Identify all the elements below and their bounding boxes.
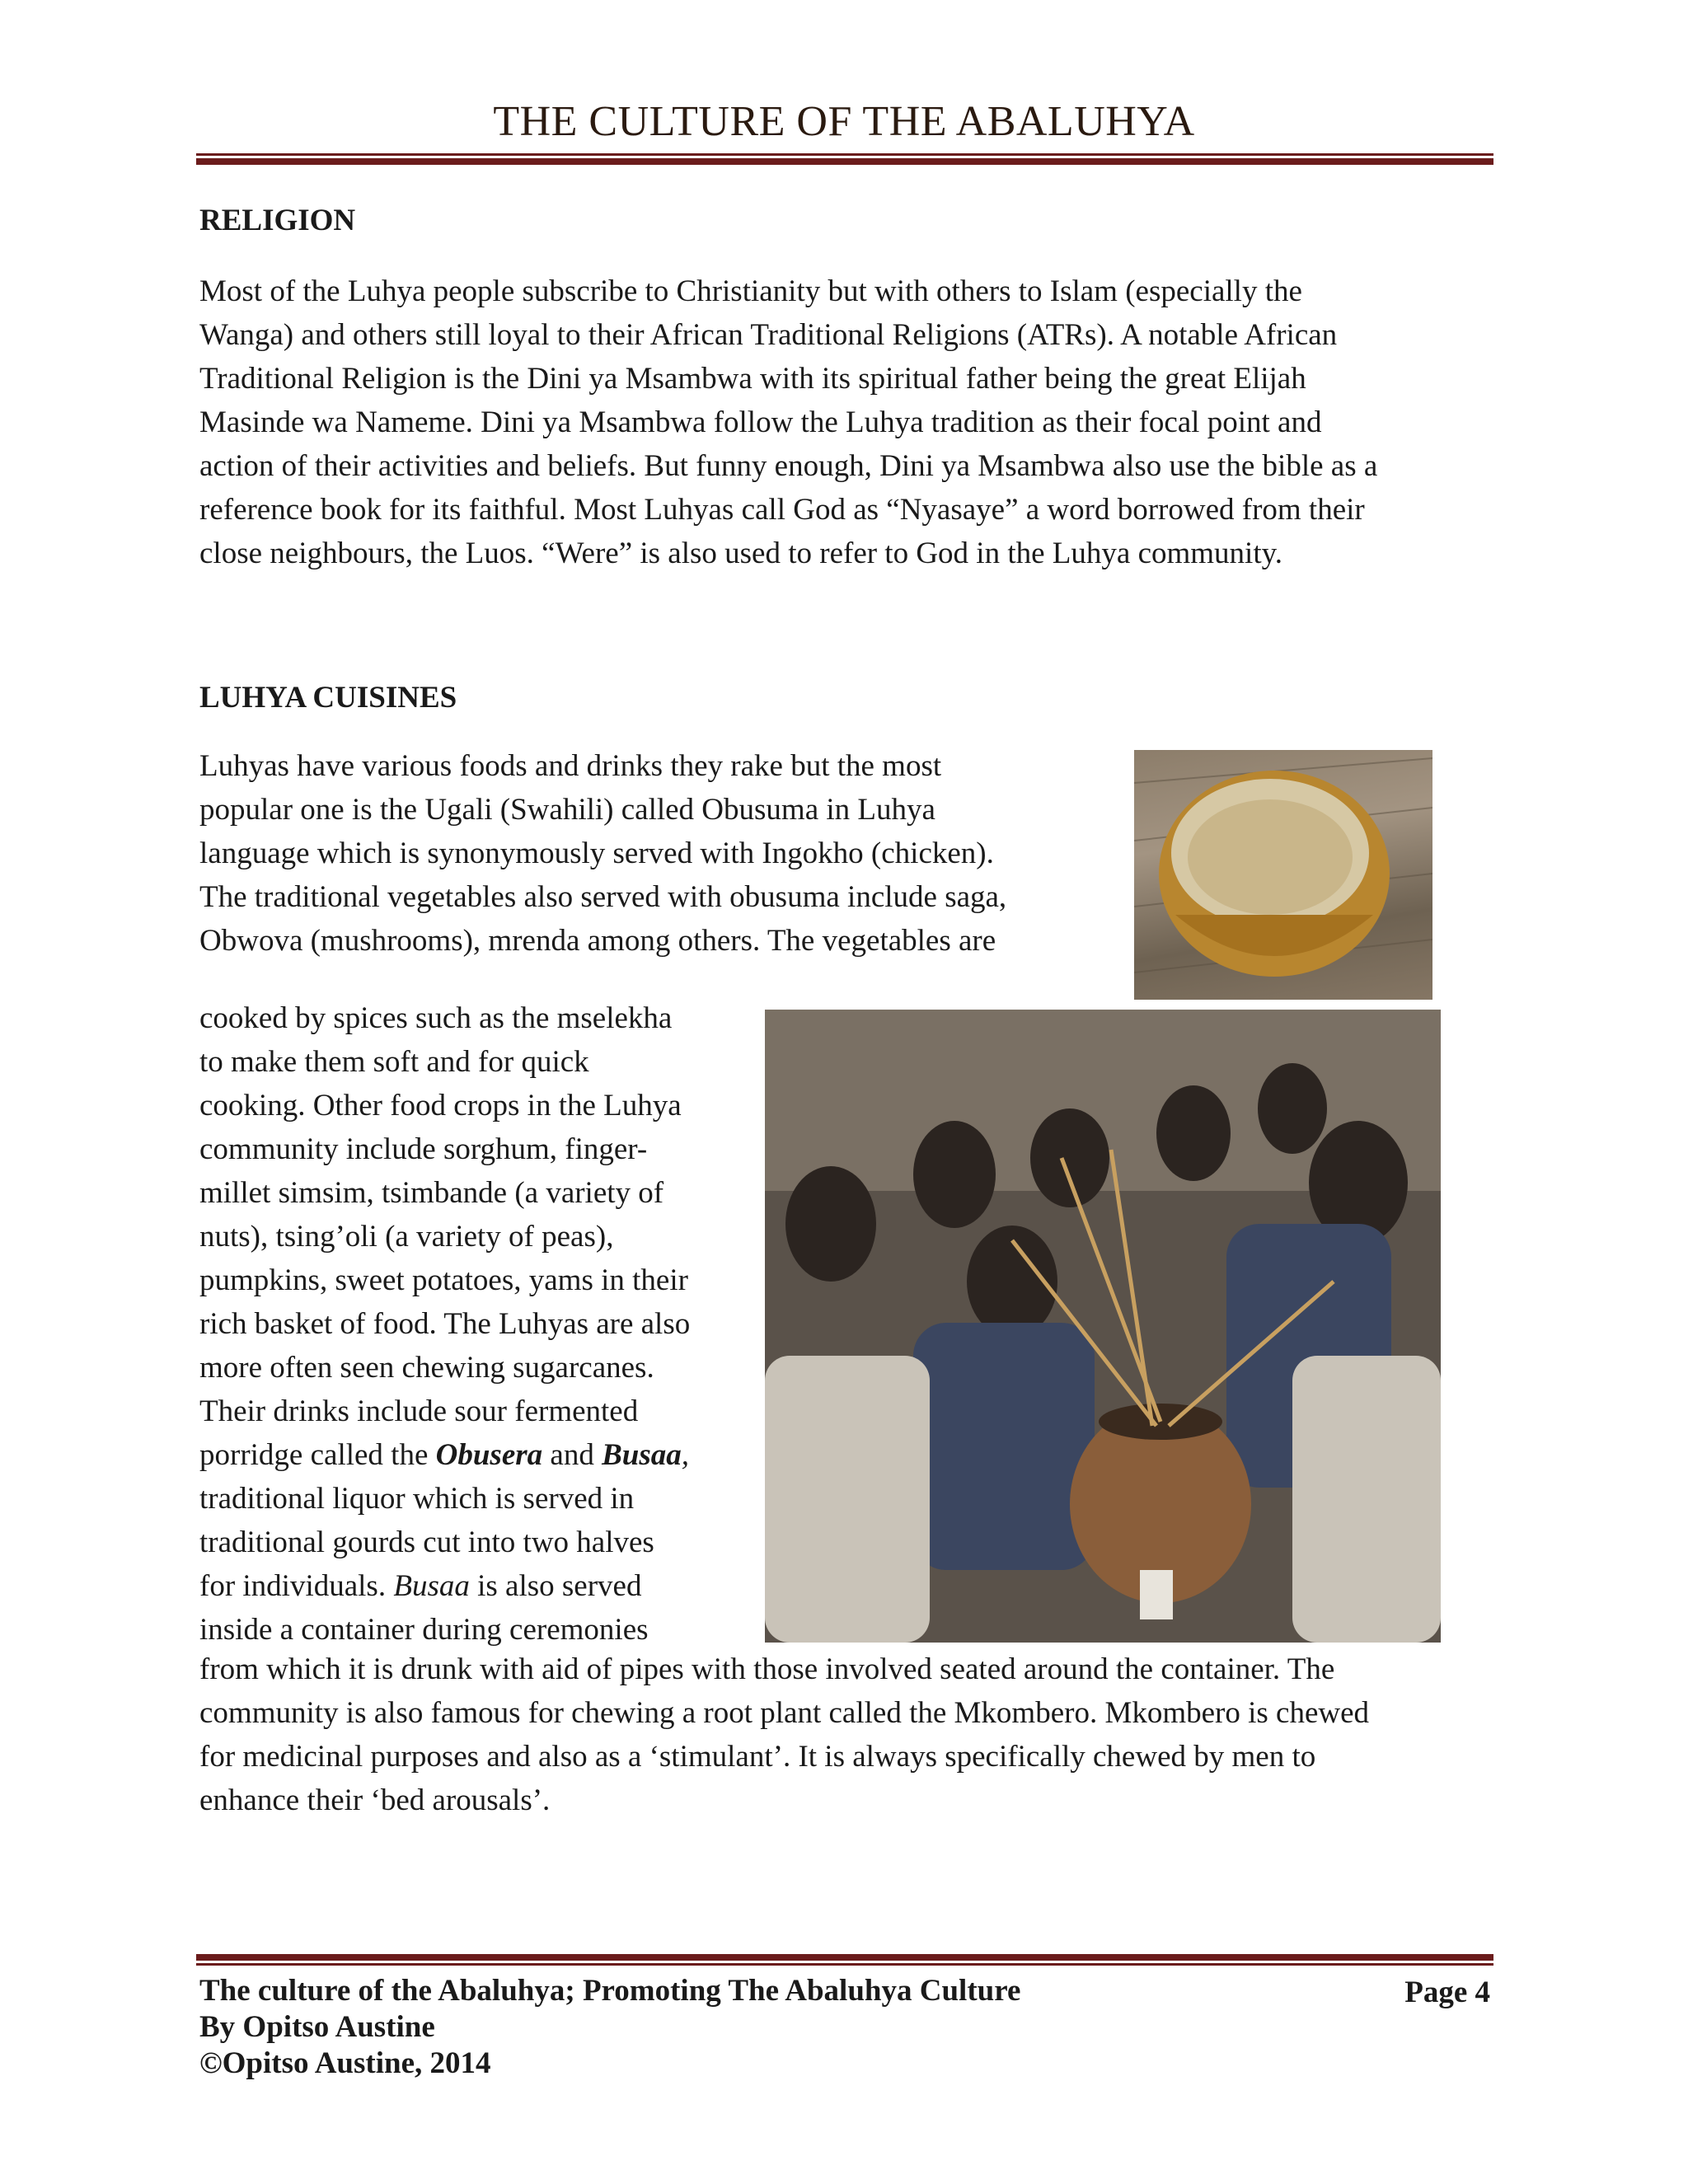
gourd-photo xyxy=(1134,750,1432,1000)
cuisines-line: The traditional vegetables also served with obusuma include saga, xyxy=(199,880,1007,914)
page-header-title: THE CULTURE OF THE ABALUHYA xyxy=(493,98,1195,145)
for-individuals: for individuals. xyxy=(199,1569,394,1603)
obusera-term: Obusera xyxy=(435,1438,543,1472)
cuisines-line: rich basket of food. The Luhyas are also xyxy=(199,1307,691,1341)
cuisines-heading: LUHYA CUISINES xyxy=(199,681,457,715)
religion-line: close neighbours, the Luos. “Were” is also used to refer to God in the Luhya community. xyxy=(199,537,1282,570)
header-rule-thin xyxy=(196,153,1493,156)
cuisines-line: cooking. Other food crops in the Luhya xyxy=(199,1089,682,1122)
cuisines-line: popular one is the Ugali (Swahili) called Obusuma in Luhya xyxy=(199,793,935,827)
busaa-term: Busaa xyxy=(602,1438,682,1472)
cuisines-line: language which is synonymously served with Ingokho (chicken). xyxy=(199,837,994,870)
cuisines-line: enhance their ‘bed arousals’. xyxy=(199,1783,551,1817)
cuisines-line: for medicinal purposes and also as a ‘stimulant’. It is always specifically chewed by men to xyxy=(199,1740,1316,1774)
footer-rule-thin xyxy=(196,1963,1493,1966)
busaa-italic: Busaa xyxy=(393,1569,470,1603)
cuisines-line: cooked by spices such as the mselekha xyxy=(199,1001,673,1035)
cuisines-line: traditional liquor which is served in xyxy=(199,1482,635,1516)
cuisines-line: more often seen chewing sugarcanes. xyxy=(199,1351,654,1385)
cuisines-line: Their drinks include sour fermented xyxy=(199,1394,639,1428)
religion-heading: RELIGION xyxy=(199,204,356,237)
footer-rule-thick xyxy=(196,1954,1493,1961)
cuisines-line: Luhyas have various foods and drinks they rake but the most xyxy=(199,749,942,783)
busaa-gathering-illustration xyxy=(765,1010,1441,1643)
and-word: and xyxy=(542,1438,603,1472)
cuisines-middle-paragraph xyxy=(199,996,690,1652)
religion-line: reference book for its faithful. Most Luhyas call God as “Nyasaye” a word borrowed from their xyxy=(199,493,1365,527)
page-number: Page 4 xyxy=(1404,1975,1490,2009)
busaa-comma: , xyxy=(681,1438,689,1472)
cuisines-line: to make them soft and for quick xyxy=(199,1045,589,1079)
porridge-line xyxy=(199,1433,690,1477)
religion-line: action of their activities and beliefs. But funny enough, Dini ya Msambwa also use the bible as a xyxy=(199,449,1378,483)
footer-line-author: By Opitso Austine xyxy=(199,2010,435,2044)
footer-line-copyright: ©Opitso Austine, 2014 xyxy=(199,2046,491,2080)
header-rule-thick xyxy=(196,158,1493,165)
cuisines-line: traditional gourds cut into two halves xyxy=(199,1526,654,1559)
cuisines-line: inside a container during ceremonies xyxy=(199,1613,649,1647)
footer-text xyxy=(199,1973,1020,2082)
cuisines-line: Obwova (mushrooms), mrenda among others. The vegetables are xyxy=(199,924,996,958)
religion-line: Traditional Religion is the Dini ya Msambwa with its spiritual father being the great Elijah xyxy=(199,362,1306,396)
cuisines-line: pumpkins, sweet potatoes, yams in their xyxy=(199,1263,688,1297)
religion-line: Wanga) and others still loyal to their African Traditional Religions (ATRs). A notable African xyxy=(199,318,1338,352)
cuisines-intro-paragraph xyxy=(199,744,1006,963)
porridge-prefix: porridge called the xyxy=(199,1438,436,1472)
also-served: is also served xyxy=(469,1569,642,1603)
cuisines-line: millet simsim, tsimbande (a variety of xyxy=(199,1176,664,1210)
cuisines-line: community include sorghum, finger- xyxy=(199,1132,648,1166)
individuals-line xyxy=(199,1564,690,1608)
religion-line: Masinde wa Nameme. Dini ya Msambwa follow the Luhya tradition as their focal point and xyxy=(199,405,1322,439)
cuisines-line: from which it is drunk with aid of pipes with those involved seated around the container. The xyxy=(199,1652,1335,1686)
cuisines-line: nuts), tsing’oli (a variety of peas), xyxy=(199,1220,614,1254)
cuisines-line: community is also famous for chewing a root plant called the Mkombero. Mkombero is chewed xyxy=(199,1696,1370,1730)
gourd-illustration xyxy=(1134,750,1432,1000)
religion-line: Most of the Luhya people subscribe to Christianity but with others to Islam (especially the xyxy=(199,274,1302,308)
footer-line-title: The culture of the Abaluhya; Promoting The Abaluhya Culture xyxy=(199,1974,1021,2008)
busaa-gathering-photo xyxy=(765,1010,1441,1643)
cuisines-final-paragraph xyxy=(199,1647,1369,1822)
religion-paragraph xyxy=(199,269,1377,575)
